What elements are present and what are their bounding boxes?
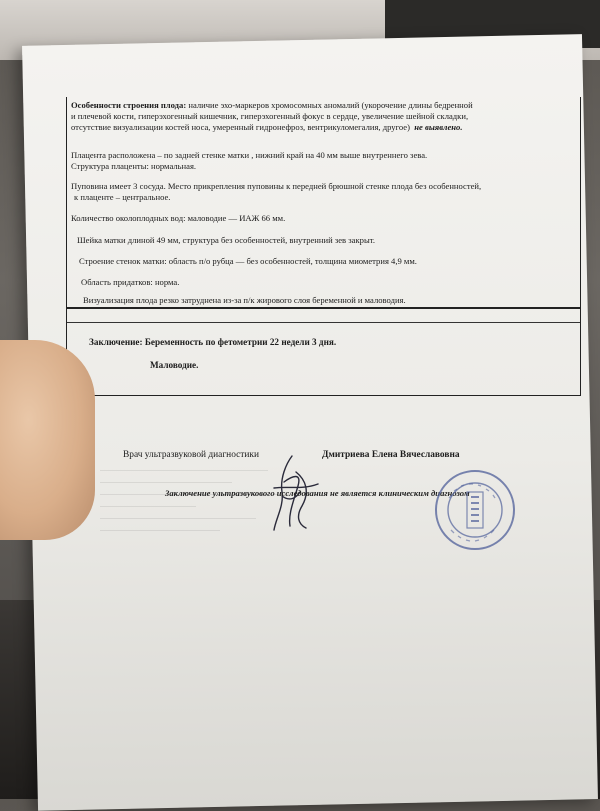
fetal-structure-line1: наличие эхо-маркеров хромосомных аномалий (укорочение длины бедренной [186,100,473,110]
cord-vessels: Пуповина имеет 3 сосуда. Место прикрепления пуповины к передней брюшной стенке плода без особенностей, [71,181,482,191]
placenta-location: Плацента расположена – по задней стенке матки , нижний край на 40 мм выше внутреннего зева. [71,150,428,160]
divider-thick [67,307,580,309]
doctor-stamp [433,468,517,552]
fetal-structure-line2: и плечевой кости, гиперэхогенный кишечник, гиперэхогенный фокус в сердце, увеличение шейной складки, [71,111,469,122]
fetal-structure-section [71,100,574,134]
amniotic-fluid: Количество околоплодных вод: маловодие — ИАЖ 66 мм. [71,213,286,223]
doctor-name: Дмитриева Елена Вячеславовна [322,450,460,460]
placenta-structure: Структура плаценты: нормальная. [71,161,197,172]
oligohydramnios-note: Маловодие. [150,360,199,370]
cord-attachment: к плаценте – центральное. [74,192,171,203]
divider-thin [67,322,580,323]
appendages-line: Область придатков: норма. [81,277,180,287]
hand-thumb [0,340,95,540]
ultrasound-report-box [66,97,581,396]
fetal-structure-label: Особенности строения плода: [71,100,187,110]
cervix-line: Шейка матки длиной 49 мм, структура без особенностей, внутренний зев закрыт. [77,235,375,245]
doctor-title: Врач ультразвуковой диагностики [123,450,259,460]
conclusion: Заключение: Беременность по фетометрии 22 недели 3 дня. [89,337,337,347]
placenta-section [71,150,574,172]
fetal-structure-result: не выявлено. [414,122,463,133]
disclaimer-note: Заключение ультразвукового исследования не является клиническим диагнозом [165,488,470,498]
uterus-walls-line: Строение стенок матки: область п/о рубца — без особенностей, толщина миометрия 4,9 мм. [79,256,417,266]
fetal-structure-line3: отсутствие визуализации костей носа, умеренный гидронефроз, вентрикуломегалия, другое) [71,122,410,133]
visualization-line: Визуализация плода резко затруднена из-за п/к жирового слоя беременной и маловодия. [83,295,406,305]
cord-section [71,181,574,203]
